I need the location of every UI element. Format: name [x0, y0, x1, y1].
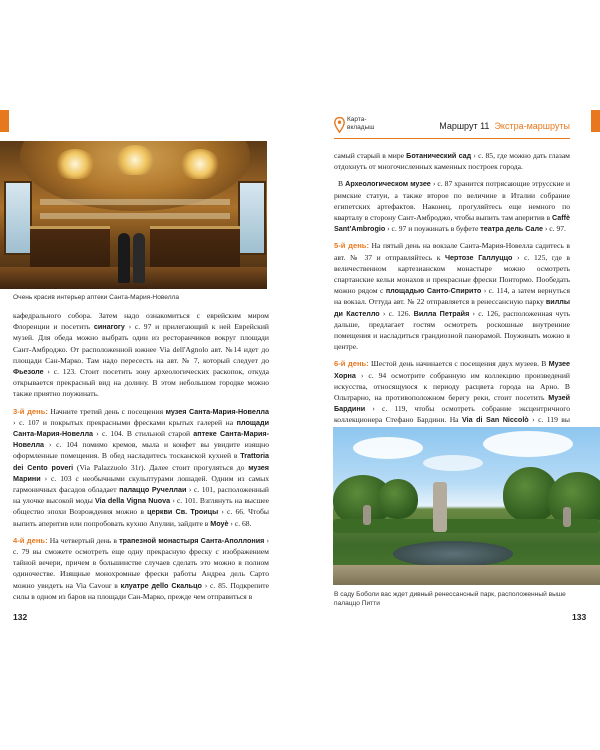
page-number-right: 133	[572, 612, 587, 622]
page-number-left: 132	[13, 612, 28, 622]
paragraph-museum: В Археологическом музее › с. 87 хранится потрясающие этрусские и римские статуи, а также второе по величине в Италии собрание египетских артефактов. Наконец, прогуляйтесь еще немного по кварталу в сторону Сант-Амброджо, чтобы выпить там аперитив в Caffè Sant'Ambrogio › с. 97 и поужинать в буфете театра дель Сале › с. 97.	[334, 179, 571, 234]
paragraph-day4: 4-й день: На четвертый день в трапезной монастыря Санта-Аполлония › с. 79 вы сможете осмотреть еще одну прекрасную фреску с изображением тайной вечери, причем в большинстве случаев сделать это можно в полном одиночестве. Изящные монохромные фрески работы Андреа дель Сарто можно увидеть на Via Cavour в клуатре дello Скальцо › с. 85. Подкрепите силы в одном из баров на площади Сан-Марко, прежде чем отправиться в	[13, 535, 269, 601]
photo-pharmacy-interior	[0, 141, 267, 289]
map-insert-label: Карта- вкладыш	[347, 116, 375, 131]
route-title: Маршрут 11 Экстра-маршруты	[439, 121, 570, 131]
left-page-body	[13, 310, 269, 608]
paragraph-day3: 3-й день: Начните третий день с посещения музея Санта-Мария-Новелла › с. 107 и покрытых прекрасными фресками крытых галерей на площади Санта-Мария-Новелла › с. 104. В стильной старой аптеке Санта-Мария-Новелла › с. 104 помимо кремов, мыла и конфет вы увидите изящно оформленные помещения. В обед насладитесь тосканской кухней в Trattoria dei Cento poveri (Via Palazzuolo 31r). Далее стоит прогуляться до музея Марини › с. 103 с необычными скульптурами лошадей. Одним из самых гармоничных фасадов обладает палаццо Ручеллаи › с. 101, расположенный на улочке высокой моды Via della Vigna Nuova › с. 101. Взглянуть на высшее обществo эпохи Возрождения можно в церкви Св. Троицы › с. 66. Чтобы выпить аперитив или попробовать кухню Апулии, зайдите в Моуѐ › с. 68.	[13, 406, 269, 528]
page-edge-tab-right	[591, 110, 600, 132]
photo-caption-left: Очень красив интерьер аптеки Санта-Мария-Новелла	[13, 294, 180, 301]
page-edge-tab-left	[0, 110, 9, 132]
map-pin-icon	[334, 117, 345, 133]
paragraph-intro-right: самый старый в мире Ботанический сад › с. 85, где можно дать глазам отдохнуть от многочисленных каменных построек города.	[334, 151, 570, 172]
paragraph-day6: 6-й день: Шестой день начинается с посещения двух музеев. В Музее Хорна › с. 94 осмотрите собранную им коллекцию произведений искусства, относящуюся к периоду расцвета города на Арно. В Ольтрарно, на противоположном берегу реки, стоит посетить Музей Бардини › с. 119, чтобы осмотреть собрание эксцентричного коллекционера Стефано Бардини. На Via di San Niccolò › с. 119 вы	[334, 359, 570, 425]
right-page-body	[334, 150, 570, 454]
photo-caption-right: В саду Боболи вас ждет дивный ренессансный парк, расположенный выше палаццо Питти	[334, 591, 566, 607]
paragraph-intro: кафедрального собора. Затем надо ознакомиться с еврейским миром Флоренции и посетить синагогу › с. 97 и прилегающий к ней Еврейский музей. Для обеда можно выбрать один из ресторанчиков вокруг площади Сант-Амброджо. От расположенной южнее Via dell'Agnolo авт. №14 идет до площади Сан-Марко. Там надо пересесть на авт. № 7, который следует до Фьезоле › с. 123. Стоит посетить зону археологических раскопок, откуда открывается прекрасный вид на долину. В этом небольшом городке можно также приятно поужинать.	[13, 311, 269, 399]
header-rule	[334, 138, 570, 139]
running-header	[334, 113, 570, 141]
photo-boboli-garden	[333, 427, 600, 585]
paragraph-day5: 5-й день: На пятый день на вокзале Санта-Мария-Новелла садитесь в авт. № 37 и отправляйтесь к Чертозе Галлуццо › с. 125, где в величественном картезианском монастыре можно осмотреть спартанские кельи монахов и прекрасные фрески Понтормо. Пообедать можно рядом с площадью Санто-Спирито › с. 114, а затем вернуться на вокзал. Оттуда авт. № 22 отправляется в ренессансную парку виллы ди Кастелло › с. 126. Вилла Петрайя › с. 126, расположенная чуть дальше, предлагает гостям осмотреть роскошные внутренние помещения и насладиться грандиозной панорамой. Поужинать можно в центре.	[334, 241, 571, 352]
